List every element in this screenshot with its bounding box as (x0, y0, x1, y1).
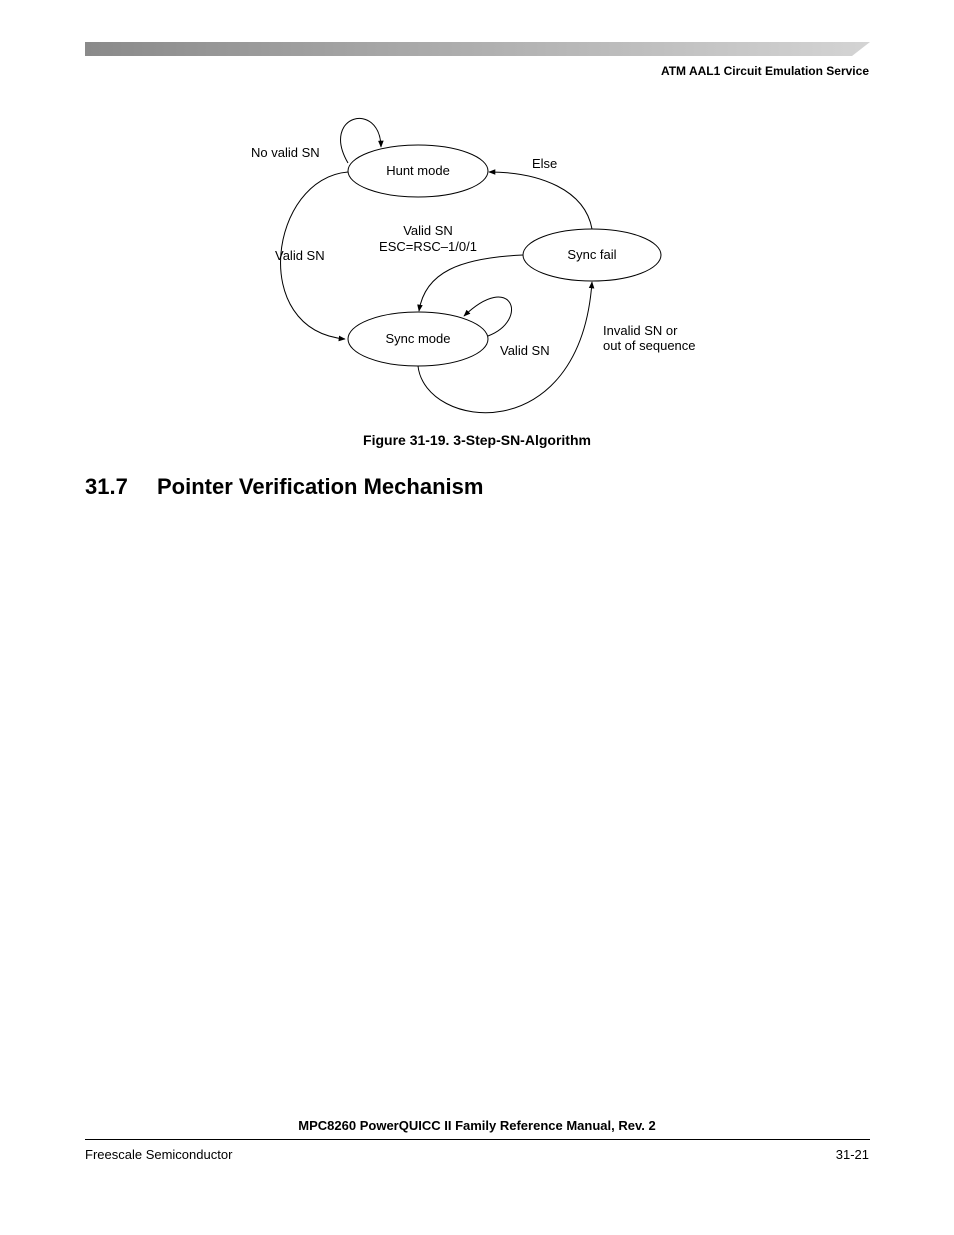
state-diagram (0, 0, 954, 430)
label-valid-sn-left: Valid SN (275, 248, 325, 263)
header-section-title: ATM AAL1 Circuit Emulation Service (660, 64, 869, 78)
state-sync-fail (523, 229, 661, 281)
section-title: Pointer Verification Mechanism (157, 474, 484, 499)
figure-caption: Figure 31-19. 3-Step-SN-Algorithm (363, 432, 591, 448)
label-esc-rsc: ESC=RSC–1/0/1 (379, 239, 477, 254)
state-sync-mode (348, 312, 488, 366)
arrow-syncfail-to-syncmode (419, 255, 523, 311)
footer-divider (85, 1139, 870, 1140)
label-else: Else (532, 156, 558, 171)
arrow-syncmode-self-loop (464, 297, 512, 336)
state-sync-fail-label: Sync fail (567, 247, 617, 262)
footer-page-number: 31-21 (835, 1147, 869, 1162)
state-hunt-mode (348, 145, 488, 197)
arrow-syncfail-to-hunt (489, 172, 592, 229)
footer-publisher: Freescale Semiconductor (85, 1147, 233, 1162)
state-sync-mode-label: Sync mode (385, 331, 451, 346)
label-valid-sn-self: Valid SN (500, 343, 550, 358)
section-number: 31.7 (85, 474, 128, 499)
label-no-valid-sn: No valid SN (251, 145, 320, 160)
label-invalid-sn: Invalid SN or (603, 323, 678, 338)
label-valid-sn-center: Valid SN (403, 223, 453, 238)
footer-manual-title: MPC8260 PowerQUICC II Family Reference Manual, Rev. 2 (298, 1118, 656, 1133)
label-out-of-sequence: out of sequence (603, 338, 696, 353)
state-hunt-label: Hunt mode (386, 163, 450, 178)
section-heading (85, 474, 483, 500)
